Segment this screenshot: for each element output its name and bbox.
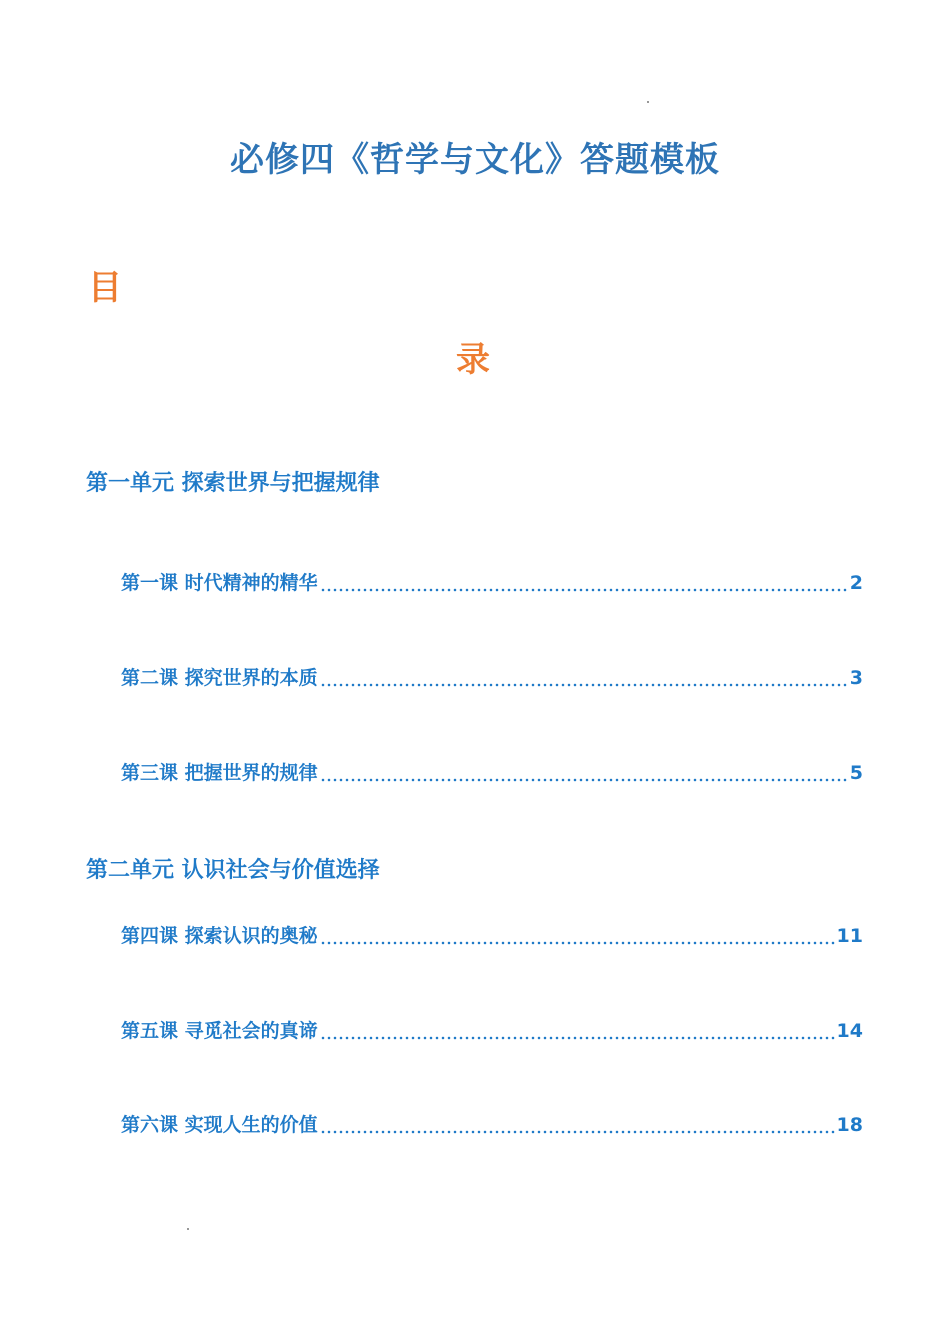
toc-entry-page-number: 2 (849, 572, 863, 594)
toc-entry-page-number: 18 (836, 1114, 863, 1136)
unit-heading-1[interactable]: 第一单元 探索世界与把握规律 (86, 471, 380, 496)
toc-entry-label: 第五课 寻觅社会的真谛 (121, 1020, 318, 1042)
unit-heading-2[interactable]: 第二单元 认识社会与价值选择 (86, 858, 380, 883)
toc-entry-label: 第二课 探究世界的本质 (121, 667, 318, 689)
toc-entry-label: 第四课 探索认识的奥秘 (121, 925, 318, 947)
dot-leader (320, 588, 848, 592)
toc-entry-lesson-5[interactable] (121, 1016, 863, 1046)
toc-entry-page-number: 3 (849, 667, 863, 689)
toc-entry-lesson-2[interactable] (121, 663, 863, 693)
toc-entry-lesson-3[interactable] (121, 758, 863, 788)
toc-entry-label: 第三课 把握世界的规律 (121, 762, 318, 784)
dot-leader (320, 1130, 835, 1134)
dot-leader (320, 683, 848, 687)
dot-leader (320, 778, 848, 782)
toc-entry-page-number: 14 (836, 1020, 863, 1042)
dot-leader (320, 1036, 835, 1040)
toc-entry-label: 第一课 时代精神的精华 (121, 572, 318, 594)
decorative-speck (187, 1228, 189, 1230)
decorative-speck (647, 101, 649, 103)
toc-entry-lesson-6[interactable] (121, 1110, 863, 1140)
toc-heading-char-1: 目 (88, 268, 122, 308)
toc-entry-lesson-1[interactable] (121, 568, 863, 598)
toc-entry-lesson-4[interactable] (121, 921, 863, 951)
toc-entry-label: 第六课 实现人生的价值 (121, 1114, 318, 1136)
dot-leader (320, 941, 835, 945)
toc-entry-page-number: 11 (836, 925, 863, 947)
document-title: 必修四《哲学与文化》答题模板 (230, 140, 720, 180)
toc-entry-page-number: 5 (849, 762, 863, 784)
toc-heading-char-2: 录 (456, 340, 490, 380)
